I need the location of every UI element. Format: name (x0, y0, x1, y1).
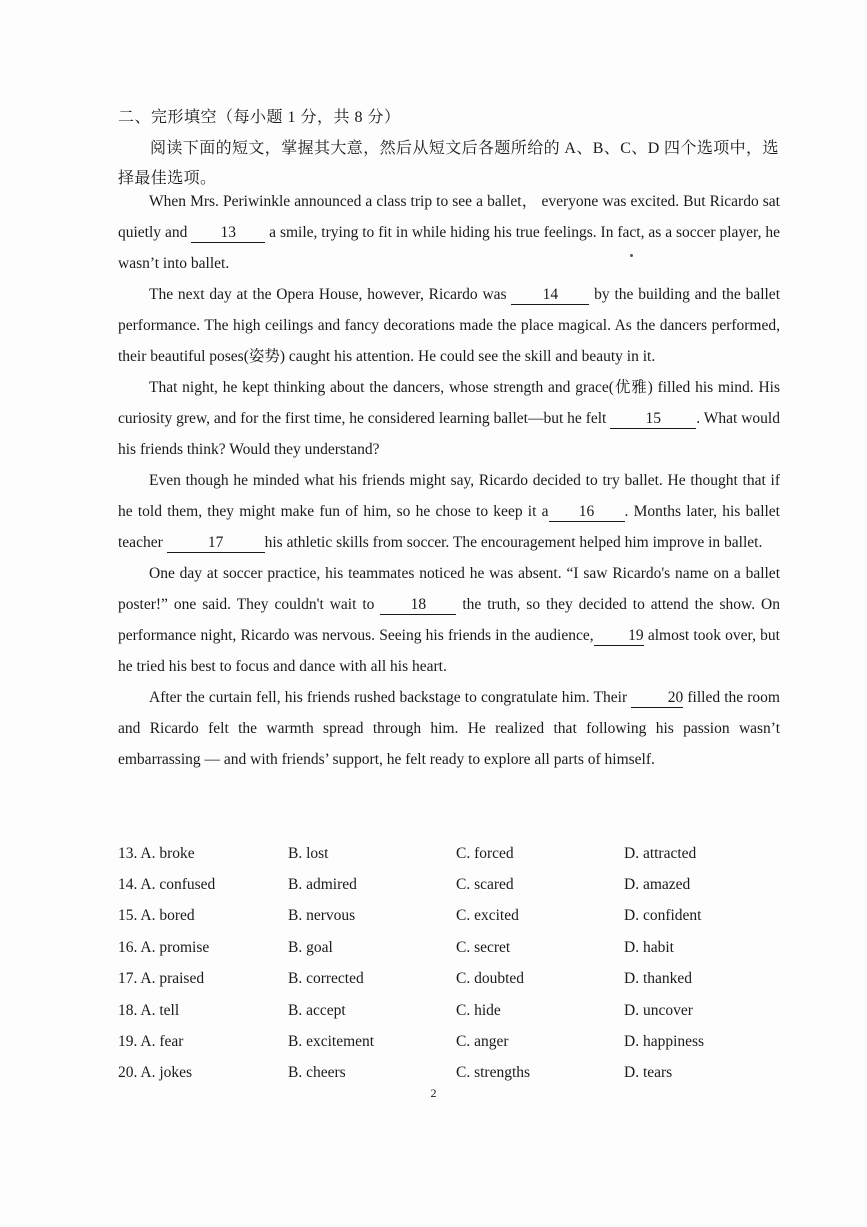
blank-13: 13 (191, 224, 265, 243)
answer-options (118, 838, 798, 1089)
option-d: D. confident (624, 907, 702, 925)
option-a: 19. A. fear (118, 1033, 184, 1051)
option-c: C. scared (456, 876, 514, 894)
option-b: B. cheers (288, 1064, 346, 1082)
paragraph-text: a smile, trying to fit in while hiding his true feelings. In fact, as a soccer player, he wasn’t into ballet. (118, 224, 780, 272)
paragraph-text: by the building and the ballet performance. The high ceilings and fancy decorations made the place magical. As the dancers performed, their beautiful poses(姿势) caught his attention. He could see the skill and beauty in it. (118, 286, 780, 365)
option-c: C. anger (456, 1033, 509, 1051)
paragraph-text: When Mrs. Periwinkle announced a class trip to see a ballet， everyone was excited. But Ricardo sat quietly and (118, 193, 780, 241)
option-c: C. forced (456, 844, 514, 862)
option-c: C. excited (456, 907, 519, 925)
option-b: B. admired (288, 876, 357, 894)
option-a: 14. A. confused (118, 876, 216, 894)
option-a: 15. A. bored (118, 907, 195, 925)
option-b: B. lost (288, 844, 329, 862)
option-b: B. corrected (288, 970, 364, 988)
option-row-19 (118, 1026, 798, 1057)
paragraph-6 (118, 682, 780, 775)
blank-18: 18 (380, 596, 456, 615)
option-row-15 (118, 901, 798, 932)
paragraph-text: One day at soccer practice, his teammates noticed he was absent. “I saw Ricardo's name on a ballet poster!” one said. They couldn't wait to (118, 565, 780, 613)
section-title: 二、完形填空（每小题 1 分，共 8 分） (118, 109, 401, 126)
blank-14: 14 (511, 286, 589, 305)
paragraph-text: filled the room and Ricardo felt the warmth spread through him. He realized that following his passion wasn’t embarrassing — and with friends’ support, he felt ready to explore all parts of himself. (118, 689, 780, 768)
paragraph-text: That night, he kept thinking about the dancers, whose strength and grace(优雅) filled his mind. His curiosity grew, and for the first time, he considered learning ballet—but he felt (118, 379, 780, 427)
paragraph-text: Even though he minded what his friends might say, Ricardo decided to try ballet. He thought that if he told them, they might make fun of him, so he chose to keep it a (118, 472, 780, 520)
option-c: C. strengths (456, 1064, 531, 1082)
option-row-20 (118, 1058, 798, 1089)
option-a: 17. A. praised (118, 970, 205, 988)
option-c: C. hide (456, 1001, 501, 1019)
paragraph-3 (118, 372, 780, 465)
option-d: D. tears (624, 1064, 673, 1082)
option-c: C. secret (456, 938, 511, 956)
paragraph-text: his athletic skills from soccer. The encouragement helped him improve in ballet. (264, 534, 763, 551)
option-row-16 (118, 932, 798, 963)
page-number: 2 (430, 1086, 437, 1100)
blank-17: 17 (167, 534, 265, 553)
blank-19: 19 (594, 627, 644, 646)
option-d: D. attracted (624, 844, 697, 862)
blank-15: 15 (610, 410, 696, 429)
option-row-14 (118, 869, 798, 900)
paragraph-5 (118, 558, 780, 682)
blank-16: 16 (549, 503, 625, 522)
paragraph-text: . Months later, his ballet teacher (118, 503, 780, 551)
option-d: D. uncover (624, 1001, 693, 1019)
blank-20: 20 (631, 689, 683, 708)
paragraph-text: the truth, so they decided to attend the show. On performance night, Ricardo was nervous. Seeing his friends in the audience, (118, 596, 780, 644)
option-c: C. doubted (456, 970, 525, 988)
option-d: D. happiness (624, 1033, 705, 1051)
option-b: B. nervous (288, 907, 356, 925)
paragraph-2 (118, 279, 780, 372)
option-b: B. goal (288, 938, 333, 956)
option-d: D. habit (624, 938, 674, 956)
option-row-17 (118, 964, 798, 995)
option-b: B. excitement (288, 1033, 375, 1051)
option-row-18 (118, 995, 798, 1026)
paragraph-text: almost took over, but he tried his best to focus and dance with all his heart. (118, 627, 780, 675)
option-a: 16. A. promise (118, 938, 210, 956)
option-d: D. thanked (624, 970, 693, 988)
cloze-passage (118, 186, 780, 775)
option-row-13 (118, 838, 798, 869)
option-a: 13. A. broke (118, 844, 195, 862)
scan-speck (630, 254, 633, 257)
paragraph-1 (118, 186, 780, 279)
option-a: 18. A. tell (118, 1001, 180, 1019)
option-a: 20. A. jokes (118, 1064, 193, 1082)
option-d: D. amazed (624, 876, 691, 894)
option-b: B. accept (288, 1001, 346, 1019)
paragraph-text: After the curtain fell, his friends rushed backstage to congratulate him. Their (149, 689, 632, 706)
paragraph-text: . What would his friends think? Would they understand? (118, 410, 780, 458)
instructions: 阅读下面的短文，掌握其大意，然后从短文后各题所给的 A、B、C、D 四个选项中，选择最佳选项。 (118, 140, 779, 187)
paragraph-4 (118, 465, 780, 558)
paragraph-text: The next day at the Opera House, however, Ricardo was (149, 286, 512, 303)
